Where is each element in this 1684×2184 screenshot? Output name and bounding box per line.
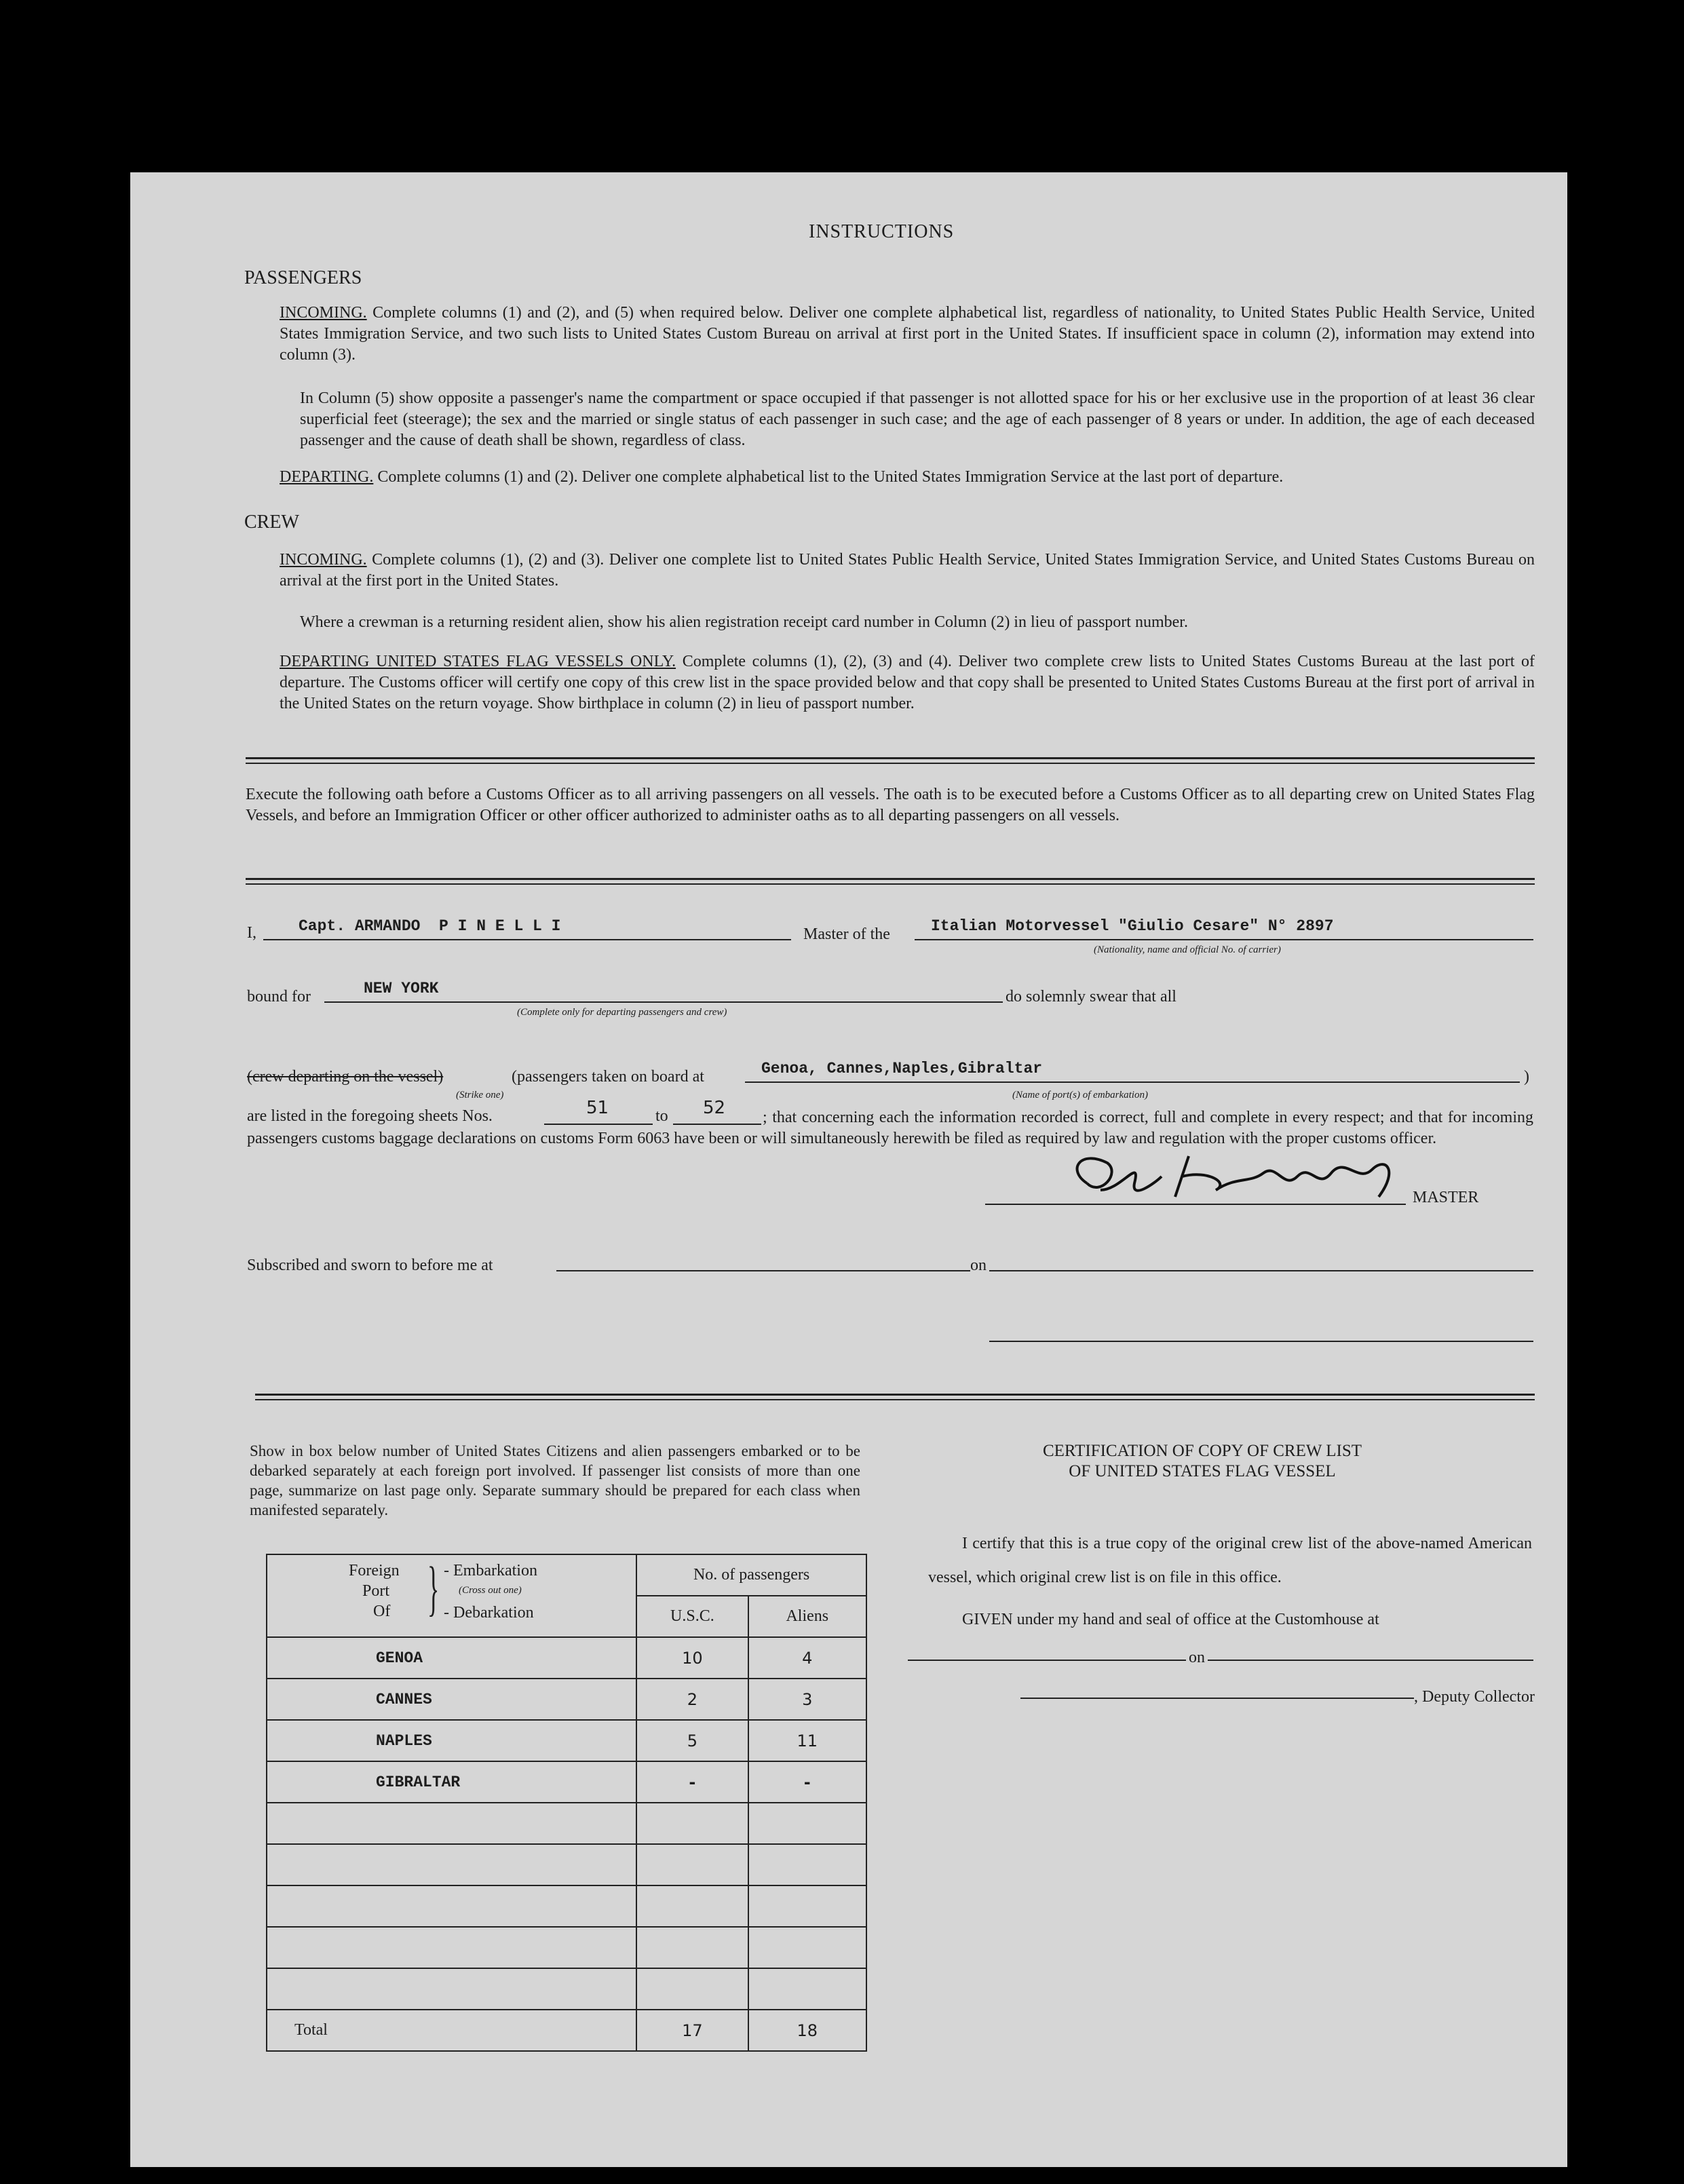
sheet-to: 52 [703,1098,726,1118]
strike-text: (crew departing on the vessel) [247,1068,444,1086]
passengers-incoming-label: INCOMING. [280,304,367,322]
master-signature [1060,1143,1413,1204]
crew-incoming-text: Complete columns (1), (2) and (3). Deliver one complete list to United States Public Health Service, United States Immigration Service, and United States Customs Bureau on arrival at the first port in the United States. [280,551,1535,590]
certify-text: I certify that this is a true copy of the original crew list of the above-named American vessel, which original crew list is on file in this office. [928,1535,1532,1586]
total-label: Total [267,2010,636,2051]
given-text: GIVEN under my hand and seal of office at the Customhouse at [962,1611,1379,1628]
table-row [267,1927,866,1968]
subscribed-label: Subscribed and sworn to before me at [247,1257,493,1274]
port-cell: CANNES [267,1679,636,1720]
close-paren: ) [1524,1068,1529,1086]
officer-signature-field [989,1319,1533,1342]
usc-cell: - [636,1761,748,1803]
total-usc: 17 [636,2010,748,2051]
bound-caption: (Complete only for departing passengers and crew) [517,1007,727,1018]
passengers-departing-text: Complete columns (1) and (2). Deliver one complete alphabetical list to the United States Immigration Service at the last port of departure. [373,468,1284,486]
cert-date-field [1208,1641,1533,1661]
certification-title-line2: OF UNITED STATES FLAG VESSEL [1069,1462,1336,1480]
crew-incoming-paragraph [280,550,1535,592]
total-aliens: 18 [748,2010,866,2051]
master-of-label: Master of the [803,925,890,943]
i-label: I, [247,924,256,942]
passengers-departing-paragraph [280,467,1535,488]
master-signature-line [985,1176,1406,1205]
aliens-header: Aliens [748,1596,866,1637]
port-cell: NAPLES [267,1720,636,1761]
port-header-cell [267,1554,636,1637]
deputy-label: , Deputy Collector [1414,1688,1535,1706]
passengers-incoming-paragraph [280,303,1535,366]
customhouse-field [908,1641,1186,1661]
divider [246,883,1535,885]
bound-for-label: bound for [247,988,311,1005]
port-cell: GENOA [267,1637,636,1679]
header-port: Port [362,1582,390,1600]
header-of: Of [373,1603,391,1620]
page-title: INSTRUCTIONS [809,221,955,242]
table-row [267,1720,866,1761]
crew-incoming-label: INCOMING. [280,551,367,569]
table-row [267,1761,866,1803]
header-debarkation: - Debarkation [444,1604,534,1622]
usc-cell: 10 [636,1637,748,1679]
passengers-column5-paragraph: In Column (5) show opposite a passenger's name the compartment or space occupied if that passenger is not allotted space for his or her exclusive use in the proportion of at least 36 clear superficial feet (steerage); the sex and the married or single status of each passenger in such case; and the age of each passenger of 8 years or under. In addition, the age of each deceased passenger and the cause of death shall be shown, regardless of class. [300,389,1535,449]
strike-caption: (Strike one) [456,1090,504,1100]
crew-departing-paragraph [280,651,1535,714]
header-foreign: Foreign [349,1562,400,1579]
passengers-departing-label: DEPARTING. [280,468,374,486]
divider [246,878,1535,880]
ports-embarkation: Genoa, Cannes,Naples,Gibraltar [761,1060,1043,1077]
master-name: Capt. ARMANDO P I N E L L I [299,917,561,935]
divider [255,1399,1535,1400]
passengers-taken-label: (passengers taken on board at [512,1068,704,1086]
certification-title-line1: CERTIFICATION OF COPY OF CREW LIST [1042,1442,1362,1460]
passengers-incoming-text: Complete columns (1) and (2), and (5) when required below. Deliver one complete alphabetical list, regardless of nationality, to United States Public Health Service, United States Immigration Service, and two such lists to United States Custom Bureau on arrival at first port in the United States. If insufficient space in column (2), information may extend into column (3). [280,304,1535,364]
no-passengers-header: No. of passengers [636,1554,866,1596]
aliens-cell: 11 [748,1720,866,1761]
vessel-name: Italian Motorvessel "Giulio Cesare" N° 2897 [931,917,1334,935]
master-name-field [263,917,791,940]
ports-field [745,1060,1520,1083]
usc-cell: 5 [636,1720,748,1761]
table-row [267,1803,866,1844]
certification-title [965,1441,1440,1482]
aliens-cell: 3 [748,1679,866,1720]
summary-instructions: Show in box below number of United States Citizens and alien passengers embarked or to be debarked separately at each foreign port involved. If passenger list consists of more than one page, summarize on last page only. Separate summary should be prepared for each class when manifested separately. [250,1442,860,1518]
divider [255,1394,1535,1396]
swear-label: do solemnly swear that all [1006,988,1176,1005]
aliens-cell: 4 [748,1637,866,1679]
table-header-row [267,1554,866,1596]
divider [246,757,1535,759]
header-embarkation: - Embarkation [444,1562,537,1579]
ports-caption: (Name of port(s) of embarkation) [1012,1090,1148,1100]
table-row [267,1679,866,1720]
usc-cell: 2 [636,1679,748,1720]
table-row [267,1844,866,1885]
total-row [267,2010,866,2051]
subscribed-place-field [556,1248,970,1271]
divider [246,763,1535,764]
listed-label: are listed in the foregoing sheets Nos. [247,1107,493,1125]
form-page [130,172,1567,2167]
to-label: to [655,1107,668,1125]
oath-intro: Execute the following oath before a Customs Officer as to all arriving passengers on all vessels. The oath is to be executed before a Customs Officer as to all departing crew on United States Flag Vessels, and before an Immigration Officer or other officer authorized to administer oaths as to all departing passengers on all vessels. [246,786,1535,824]
sheet-from: 51 [586,1098,609,1118]
table-row [267,1637,866,1679]
aliens-cell: - [748,1761,866,1803]
passenger-summary-table [266,1554,867,2052]
crew-returning-paragraph: Where a crewman is a returning resident alien, show his alien registration receipt card number in Column (2) in lieu of passport number. [300,613,1188,631]
passengers-heading: PASSENGERS [244,267,362,288]
crew-departing-label: DEPARTING UNITED STATES FLAG VESSELS ONLY. [280,653,676,670]
subscribed-on-label: on [970,1257,987,1274]
port-cell: GIBRALTAR [267,1761,636,1803]
correct-text: ; that concerning each the information recorded is correct, full and complete in every respect; and that for incoming passengers customs baggage declarations on customs Form 6063 have been or will simultaneously herewith be filed as required by law and regulation with the proper customs officer. [247,1109,1533,1147]
bound-for-field [324,980,1003,1003]
deputy-signature-field [1020,1679,1414,1699]
crew-departing-text: Complete columns (1), (2), (3) and (4). Deliver two complete crew lists to United States Customs Bureau at the last port of departure. The Customs officer will certify one copy of this crew list in the space provided below and that copy shall be presented to United States Customs Bureau at the first port of arrival in the United States on the return voyage. Show birthplace in column (2) in lieu of passport number. [280,653,1535,712]
table-row [267,1968,866,2010]
cert-on-label: on [1189,1649,1205,1666]
vessel-caption: (Nationality, name and official No. of carrier) [1094,944,1281,955]
bound-for-value: NEW YORK [364,980,439,997]
brace-icon: } [427,1555,440,1622]
master-label: MASTER [1413,1189,1479,1206]
subscribed-date-field [989,1248,1533,1271]
header-cross: (Cross out one) [459,1585,522,1596]
table-row [267,1885,866,1927]
vessel-field [915,917,1533,940]
crew-heading: CREW [244,512,299,533]
usc-header: U.S.C. [636,1596,748,1637]
